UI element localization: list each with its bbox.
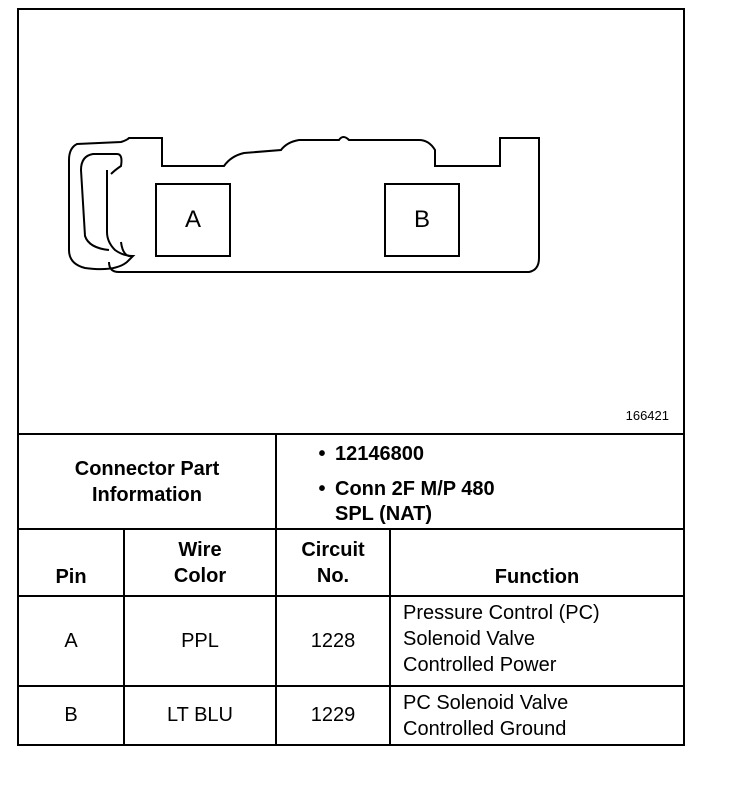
part-description-line2: SPL (NAT) (335, 503, 433, 525)
header-function: Function (494, 566, 580, 588)
part-info-label-line1: Connector Part (74, 457, 220, 480)
header-wire-color-line2: Color (173, 565, 227, 587)
header-circuit-line2: No. (316, 565, 350, 587)
figure-id: 166421 (625, 408, 669, 423)
row-b-wire-color: LT BLU (167, 704, 233, 726)
row-b-pin: B (64, 704, 78, 726)
part-info-label-line2: Information (92, 483, 202, 506)
pin-b-label: B (413, 206, 430, 233)
header-circuit (277, 530, 389, 595)
bullet-icon: • (318, 443, 326, 465)
connector-frame (17, 8, 685, 746)
part-info-label (19, 435, 275, 528)
part-info-item (309, 477, 679, 527)
part-number: 12146800 (335, 443, 424, 465)
header-wire-color-line1: Wire (178, 539, 222, 561)
pin-a-label: A (184, 206, 201, 233)
row-b-function (403, 690, 568, 742)
row-b-function-line2: Controlled Ground (403, 718, 567, 740)
row-a-function-line2: Solenoid Valve (403, 628, 535, 650)
row-a-function-line3: Controlled Power (403, 654, 557, 676)
row-a-circuit: 1228 (310, 629, 356, 652)
row-a-function (403, 600, 600, 678)
bullet-icon: • (318, 478, 326, 500)
row-a-pin: A (64, 629, 78, 652)
header-wire-color (125, 530, 275, 595)
row-a-function-line1: Pressure Control (PC) (403, 602, 600, 624)
row-a-wire-color: PPL (181, 629, 219, 652)
connector-outline-drawing (19, 10, 683, 433)
connector-diagram (19, 10, 683, 433)
header-pin: Pin (55, 566, 87, 588)
row-b-function-line1: PC Solenoid Valve (403, 692, 569, 714)
row-b-circuit: 1229 (310, 704, 356, 726)
part-description-line1: Conn 2F M/P 480 (335, 478, 495, 500)
part-info-item (309, 442, 679, 467)
part-info-list (309, 438, 679, 527)
header-circuit-line1: Circuit (301, 539, 365, 561)
